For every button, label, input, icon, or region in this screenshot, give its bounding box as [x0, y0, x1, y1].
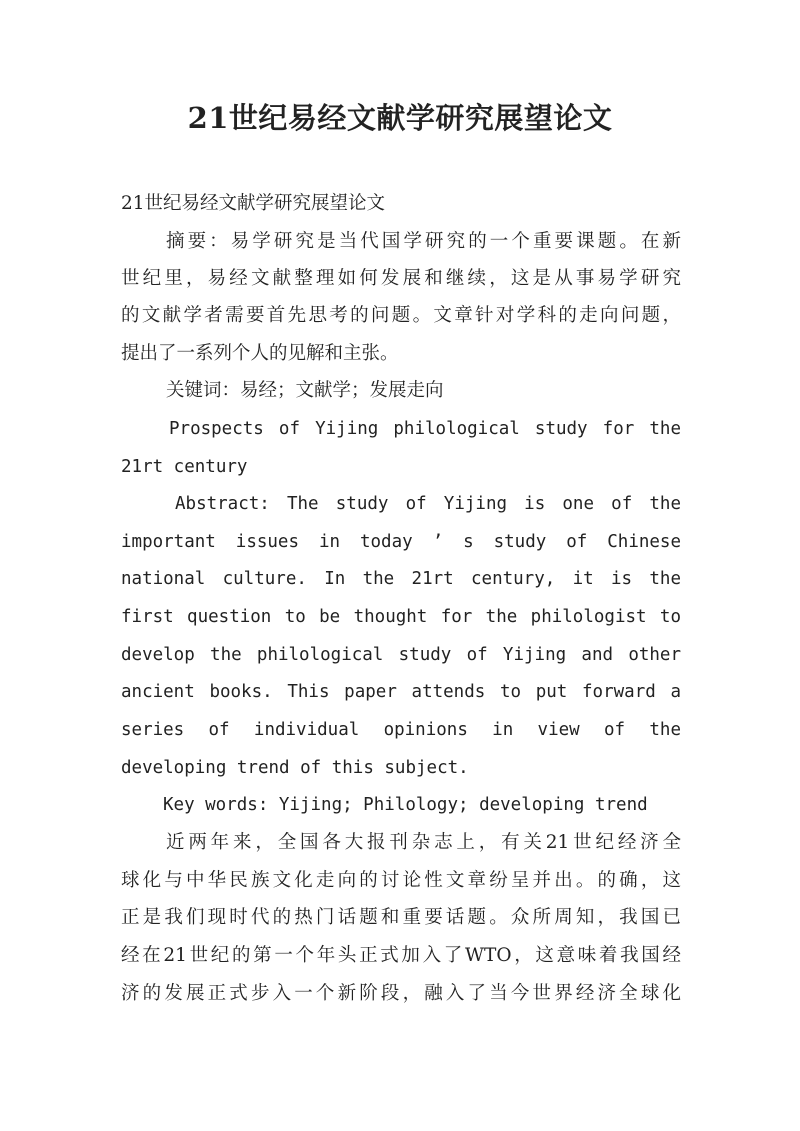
abstract-en-line: Abstract: The study of Yijing is one of the	[175, 494, 681, 514]
abstract-cn-line: 世纪里，易经文献整理如何发展和继续，这是从事易学研究	[121, 268, 681, 289]
abstract-en-line: first question to be thought for the philologist to	[121, 607, 681, 627]
abstract-cn-line: 的文献学者需要首先思考的问题。文章针对学科的走向问题，	[121, 305, 681, 326]
abstract-en-line: developing trend of this subject.	[121, 758, 469, 778]
body-paragraph-line: 近两年来，全国各大报刊杂志上，有关21世纪经济全	[166, 832, 681, 853]
body-paragraph-line: 经在21世纪的第一个年头正式加入了WTO，这意味着我国经	[121, 945, 681, 966]
document-title: 21世纪易经文献学研究展望论文	[187, 101, 613, 135]
english-title-line: 21rt century	[121, 457, 248, 477]
body-paragraph-line: 球化与中华民族文化走向的讨论性文章纷呈并出。的确，这	[121, 870, 681, 891]
abstract-cn-line: 提出了一系列个人的见解和主张。	[121, 343, 399, 364]
abstract-en-line: important issues in today ’ s study of Chinese	[121, 532, 681, 552]
abstract-en-line: series of individual opinions in view of the	[121, 720, 681, 740]
body-paragraph-line: 济的发展正式步入一个新阶段，融入了当今世界经济全球化	[121, 983, 681, 1004]
abstract-en-line: national culture. In the 21rt century, it is the	[121, 569, 681, 589]
article-heading: 21世纪易经文献学研究展望论文	[121, 193, 386, 214]
english-title-line: Prospects of Yijing philological study for the	[169, 419, 681, 439]
abstract-en-line: ancient books. This paper attends to put forward a	[121, 682, 681, 702]
keywords-en: Key words: Yijing; Philology; developing trend	[163, 795, 648, 815]
abstract-en-line: develop the philological study of Yijing and other	[121, 645, 681, 665]
abstract-cn-line: 摘要：易学研究是当代国学研究的一个重要课题。在新	[166, 231, 681, 252]
body-paragraph-line: 正是我们现时代的热门话题和重要话题。众所周知，我国已	[121, 907, 681, 928]
keywords-cn: 关键词：易经；文献学；发展走向	[166, 380, 444, 401]
